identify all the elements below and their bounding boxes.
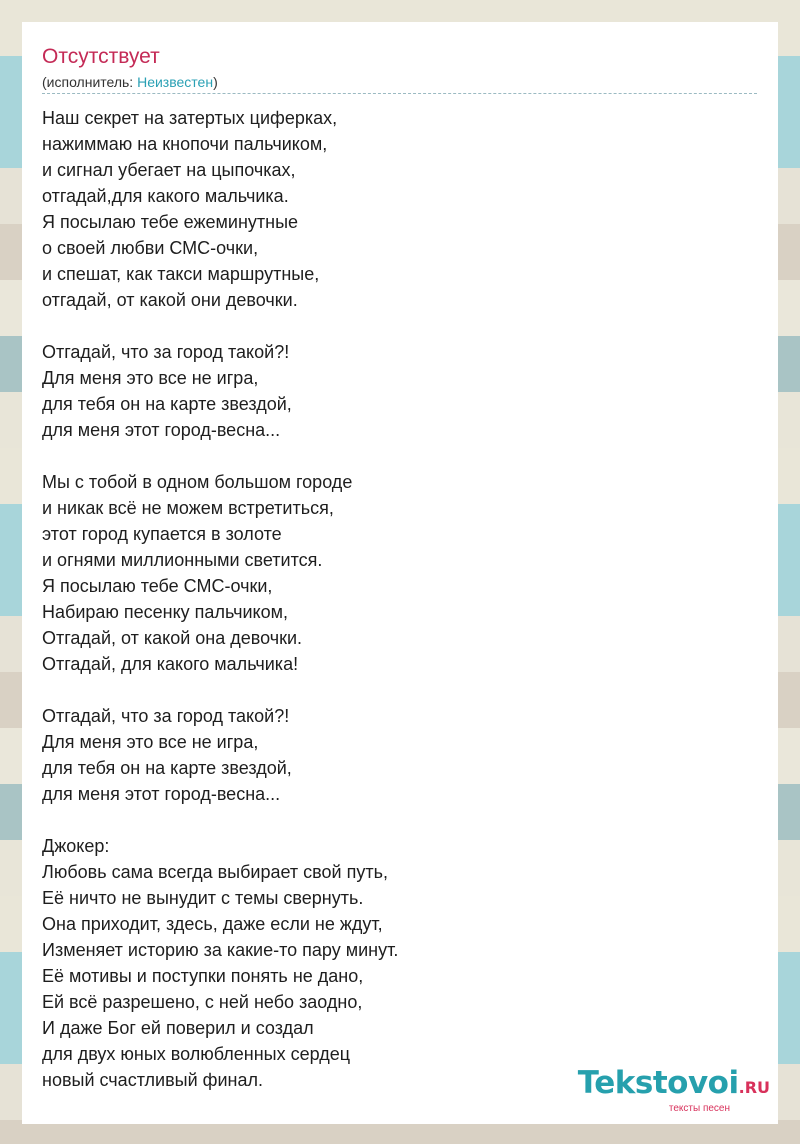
performer-line: [42, 73, 218, 91]
title-divider: [42, 93, 757, 94]
logo-tagline: тексты песен: [668, 1103, 730, 1114]
artist-link[interactable]: Неизвестен: [137, 74, 214, 90]
logo-wordmark: [578, 1067, 770, 1104]
performer-close: ): [213, 74, 218, 90]
logo-tld: .RU: [738, 1078, 770, 1097]
performer-label: (исполнитель:: [42, 74, 138, 90]
song-title: Отсутствует: [42, 45, 160, 68]
site-logo[interactable]: [578, 1067, 770, 1114]
lyrics-text: Наш секрет на затертых циферках, нажиммаю на кнопочи пальчиком, и сигнал убегает на цыпочках, отгадай,для какого мальчика. Я посылаю тебе ежеминутные о своей любви СМС-очки, и спешат, как такси маршрутные, отгадай, от какой они девочки. Отгадай, что за город такой?! Для меня это все не игра, для тебя он на карте звездой, для меня этот город-весна... Мы с тобой в одном большом городе и никак всё не можем встретиться, этот город купается в золоте и огнями миллионными светится. Я посылаю тебе СМС-очки, Набираю песенку пальчиком, Отгадай, от какой она девочки. Отгадай, для какого мальчика! Отгадай, что за город такой?! Для меня это все не игра, для тебя он на карте звездой, для меня этот город-весна... Джокер: Любовь сама всегда выбирает свой путь, Её ничто не вынудит с темы свернуть. Она приходит, здесь, даже если не ждут, Изменяет историю за какие-то пару минут. Её мотивы и поступки понять не дано, Ей всё разрешено, с ней небо заодно, И даже Бог ей поверил и создал для двух юных волюбленных сердец новый счастливый финал.: [42, 108, 399, 1090]
lyrics-sheet: [22, 22, 778, 1124]
logo-name: Tekstovoi: [577, 1065, 739, 1101]
